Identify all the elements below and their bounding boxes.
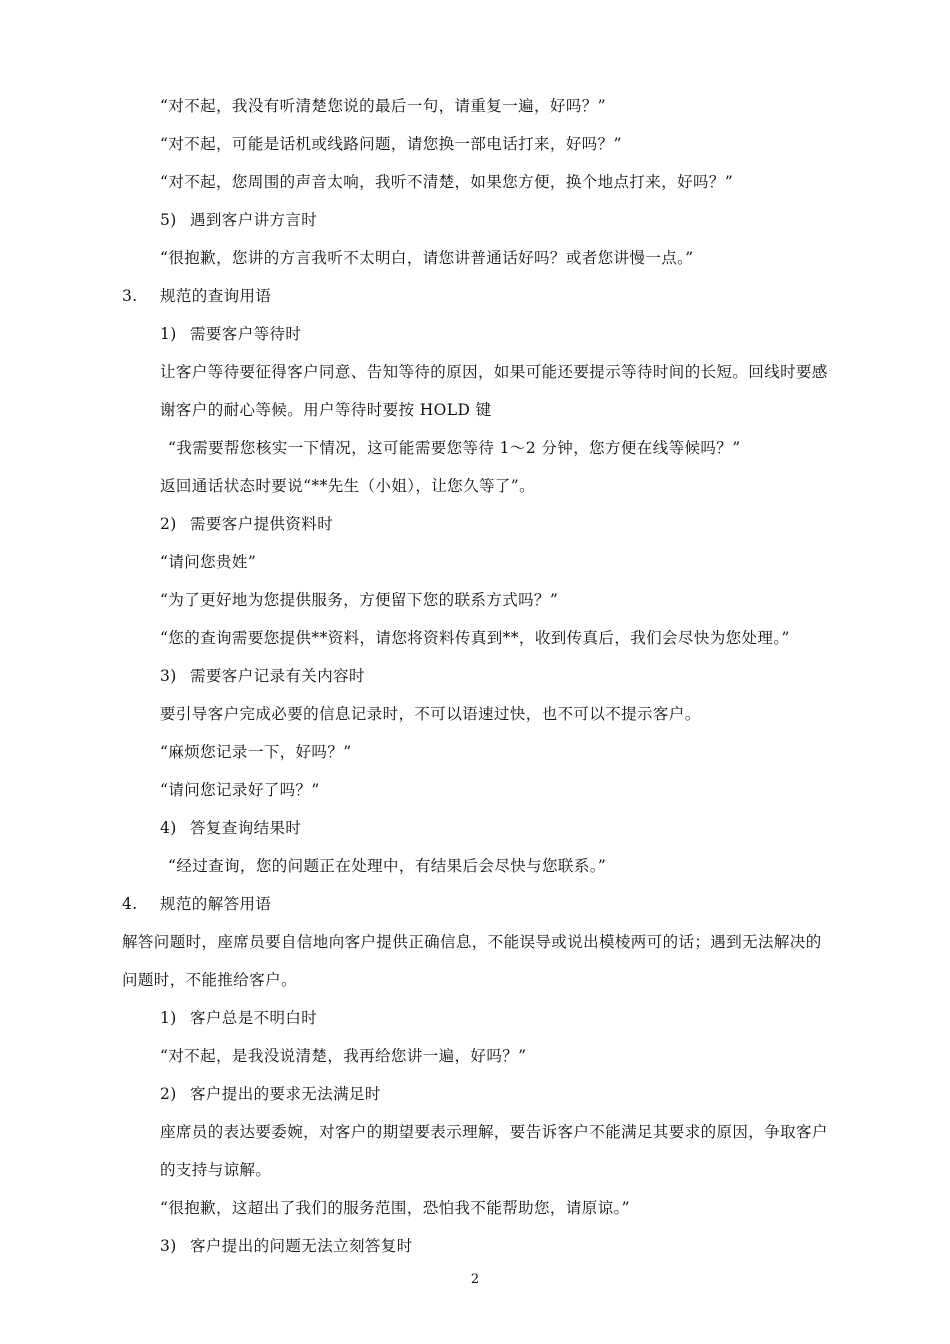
text-line: 谢客户的耐心等候。用户等待时要按 HOLD 键 <box>160 401 492 419</box>
text-line: “对不起，可能是话机或线路问题，请您换一部电话打来，好吗？” <box>160 135 622 153</box>
list-marker: 1) <box>160 325 177 343</box>
text-line: “请问您记录好了吗？” <box>160 781 320 799</box>
text-line: “麻烦您记录一下，好吗？” <box>160 743 352 761</box>
list-item-label: 需要客户提供资料时 <box>190 515 334 533</box>
page-number: 2 <box>470 1272 480 1287</box>
text-line: 让客户等待要征得客户同意、告知等待的原因，如果可能还要提示等待时间的长短。回线时要感 <box>160 363 828 381</box>
list-item <box>160 666 365 686</box>
text-line: 座席员的表达要委婉，对客户的期望要表示理解，要告诉客户不能满足其要求的原因，争取客户 <box>160 1123 828 1141</box>
list-marker: 4) <box>160 819 177 837</box>
list-item-label: 客户总是不明白时 <box>190 1009 318 1027</box>
section-heading <box>122 286 271 306</box>
list-marker: 2) <box>160 1085 177 1103</box>
section-heading-label: 规范的查询用语 <box>160 287 272 305</box>
text-line: 的支持与谅解。 <box>160 1161 272 1179</box>
list-item <box>160 514 333 534</box>
list-item-label: 需要客户等待时 <box>190 325 302 343</box>
section-number: 4. <box>122 895 138 913</box>
list-item <box>160 818 301 838</box>
list-marker: 3) <box>160 667 177 685</box>
list-item-label: 客户提出的要求无法满足时 <box>190 1085 381 1103</box>
text-line: 解答问题时，座席员要自信地向客户提供正确信息，不能误导或说出模棱两可的话；遇到无法解决的 <box>122 933 822 951</box>
text-line: “为了更好地为您提供服务，方便留下您的联系方式吗？” <box>160 591 559 609</box>
list-item-label: 遇到客户讲方言时 <box>190 211 318 229</box>
list-item <box>160 1008 317 1028</box>
list-item-label: 答复查询结果时 <box>190 819 302 837</box>
text-line: “经过查询，您的问题正在处理中，有结果后会尽快与您联系。” <box>168 857 607 875</box>
text-line: “对不起，您周围的声音太响，我听不清楚，如果您方便，换个地点打来，好吗？” <box>160 173 734 191</box>
section-number: 3. <box>122 287 138 305</box>
list-item <box>160 324 301 344</box>
section-heading <box>122 894 271 914</box>
list-item <box>160 210 317 230</box>
list-item-label: 需要客户记录有关内容时 <box>190 667 365 685</box>
text-line: 问题时，不能推给客户。 <box>122 971 297 989</box>
list-marker: 2) <box>160 515 177 533</box>
list-marker: 1) <box>160 1009 177 1027</box>
text-line: 要引导客户完成必要的信息记录时，不可以语速过快，也不可以不提示客户。 <box>160 705 701 723</box>
list-item <box>160 1084 381 1104</box>
text-line: “对不起，是我没说清楚，我再给您讲一遍，好吗？” <box>160 1047 527 1065</box>
text-line: “很抱歉，您讲的方言我听不太明白，请您讲普通话好吗？或者您讲慢一点。” <box>160 249 694 267</box>
text-line: 返回通话状态时要说“**先生（小姐），让您久等了”。 <box>160 477 535 495</box>
list-item-label: 客户提出的问题无法立刻答复时 <box>190 1237 413 1255</box>
text-line: “很抱歉，这超出了我们的服务范围，恐怕我不能帮助您，请原谅。” <box>160 1199 631 1217</box>
text-line: “对不起，我没有听清楚您说的最后一句，请重复一遍，好吗？” <box>160 97 606 115</box>
list-marker: 5) <box>160 211 177 229</box>
text-line: “请问您贵姓” <box>160 553 257 571</box>
section-heading-label: 规范的解答用语 <box>160 895 272 913</box>
list-marker: 3) <box>160 1237 177 1255</box>
text-line: “我需要帮您核实一下情况，这可能需要您等待 1～2 分钟，您方便在线等候吗？” <box>168 439 741 457</box>
text-line: “您的查询需要您提供**资料，请您将资料传真到**，收到传真后，我们会尽快为您处理。” <box>160 629 790 647</box>
list-item <box>160 1236 413 1256</box>
